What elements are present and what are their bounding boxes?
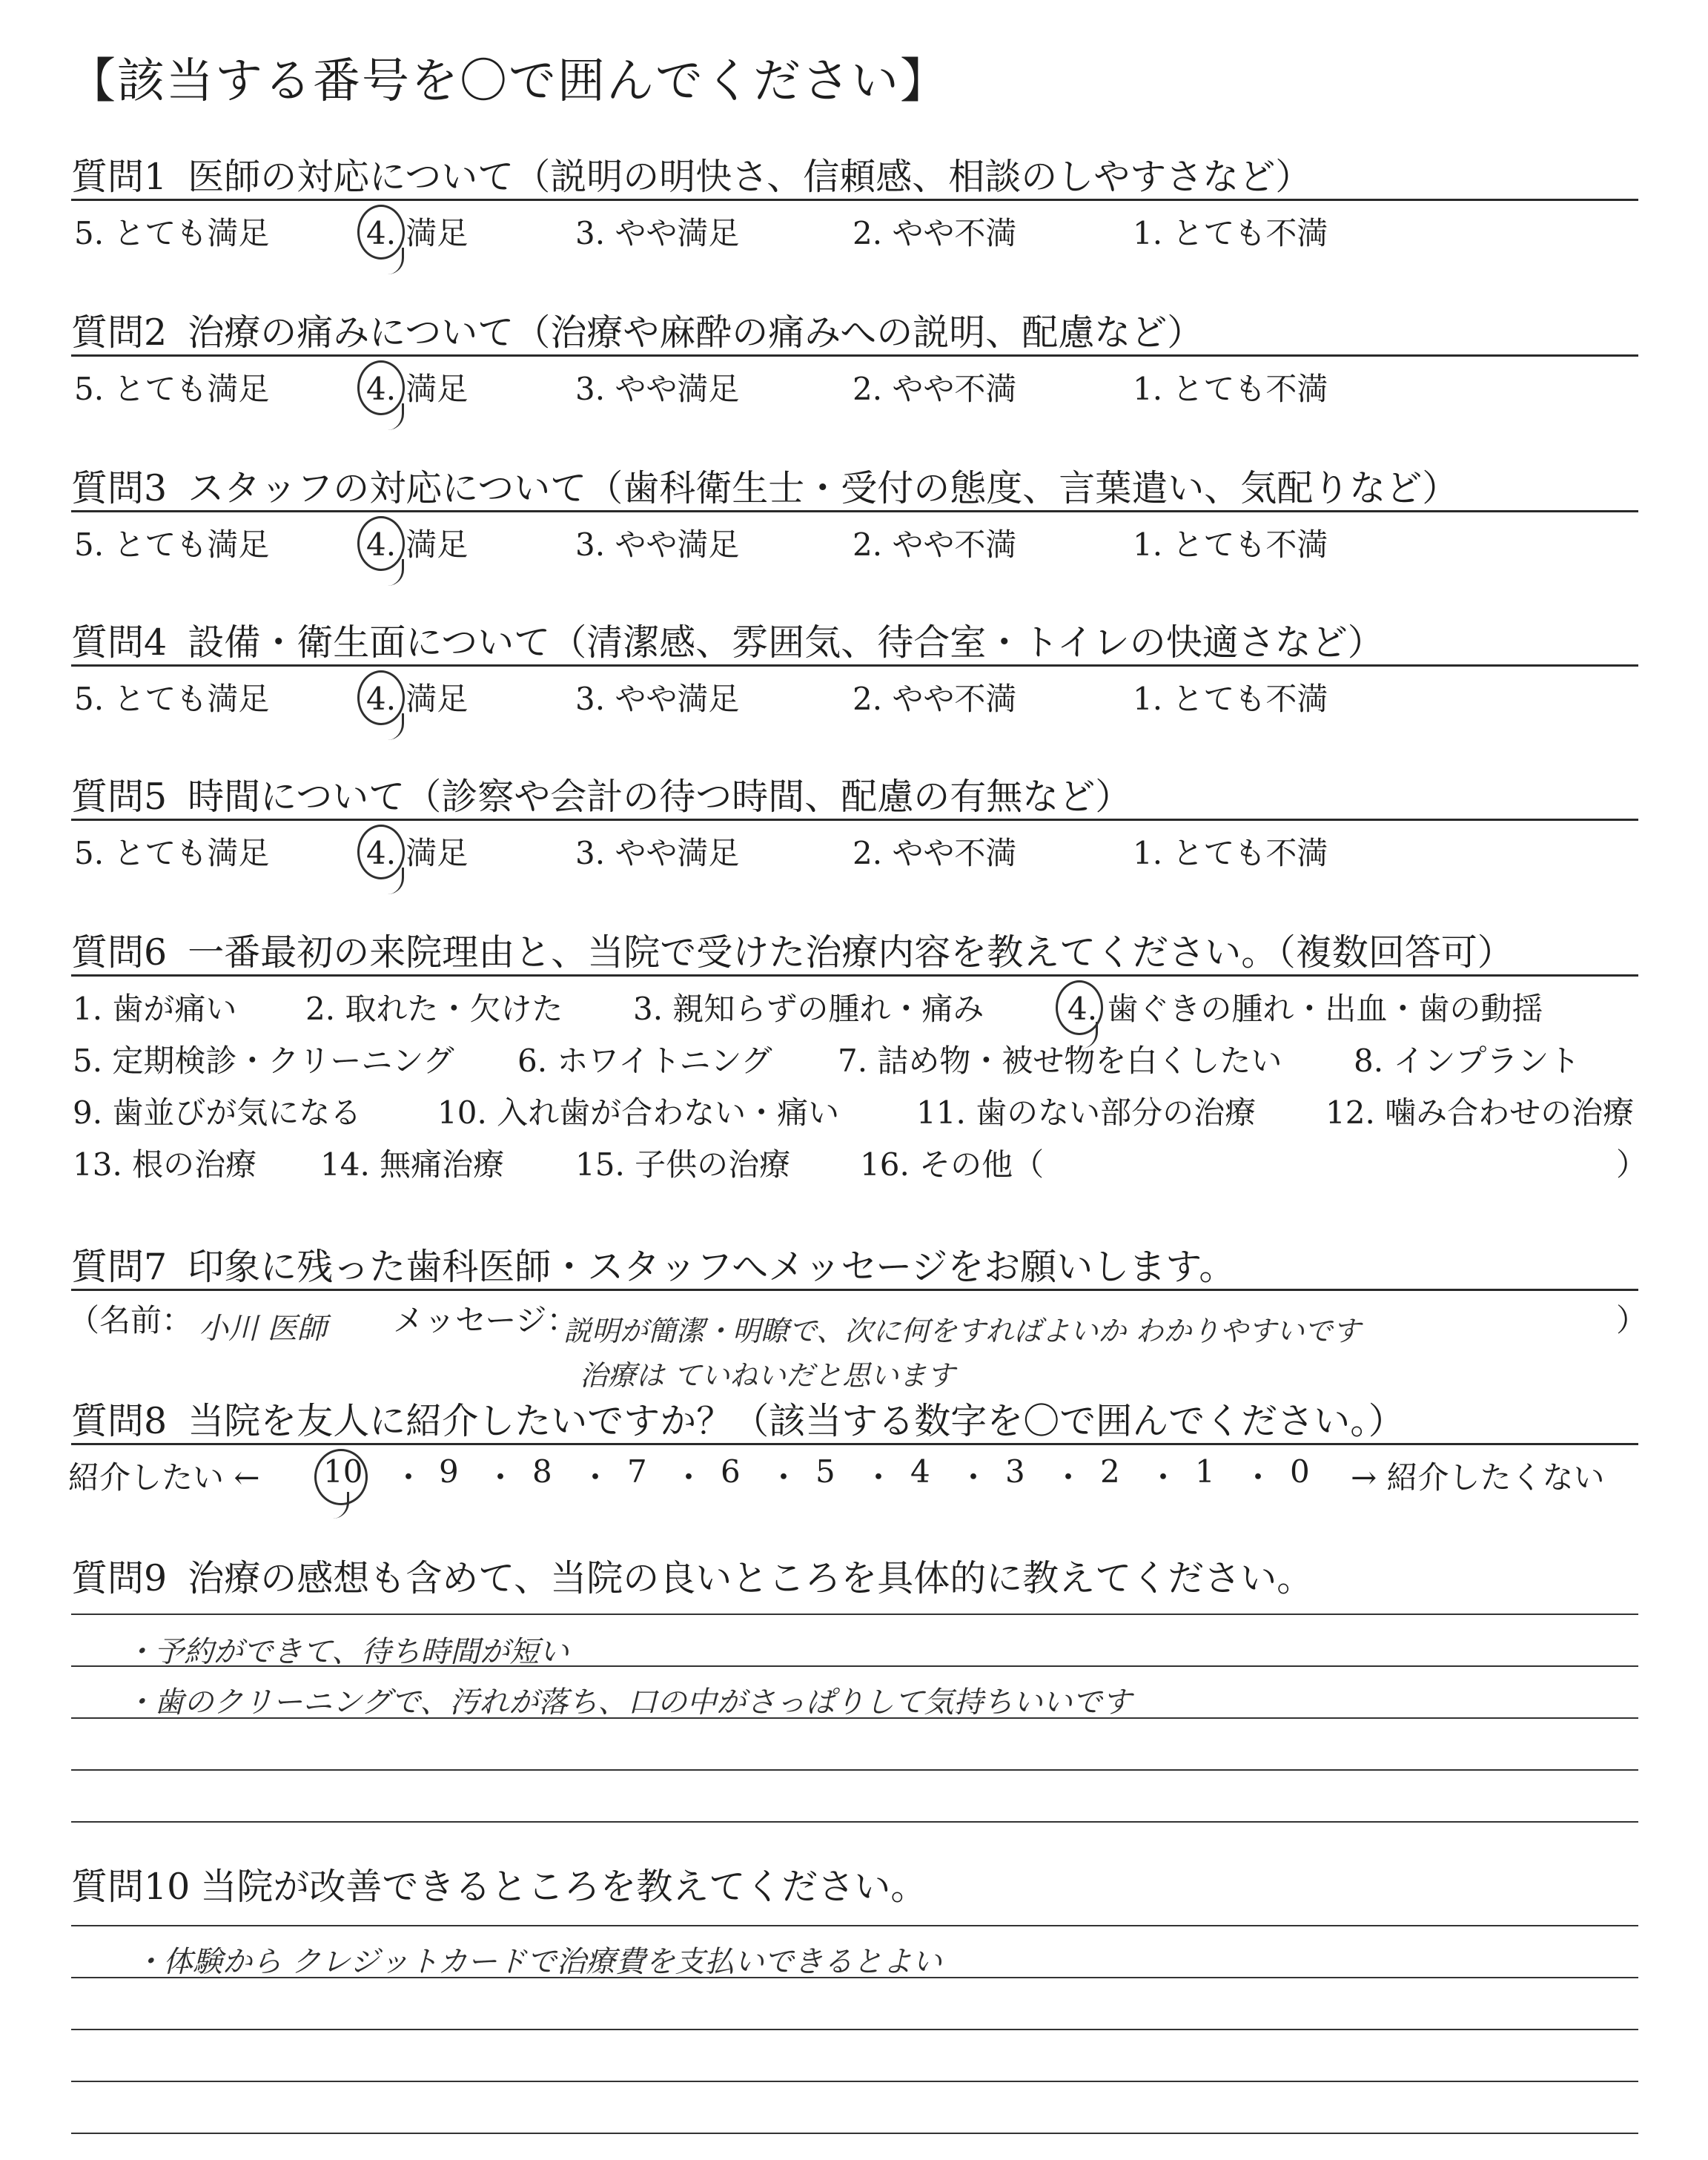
- q8-sep: ・: [1053, 1459, 1085, 1496]
- q5-option-2[interactable]: 2. やや不満: [853, 835, 1017, 871]
- q6-label: 質問6: [71, 931, 168, 974]
- q6-option-11[interactable]: 11. 歯のない部分の治療: [916, 1094, 1257, 1131]
- q2-text: 治療の痛みについて（治療や麻酔の痛みへの説明、配慮など）: [188, 311, 1204, 354]
- q6-option-9[interactable]: 9. 歯並びが気になる: [73, 1094, 362, 1131]
- q8-circle-tail: [331, 1492, 349, 1519]
- q4-label: 質問4: [71, 621, 168, 664]
- q4-rule: [71, 664, 1638, 667]
- q7-rule: [71, 1289, 1638, 1291]
- q1-heading: [71, 148, 1638, 200]
- q8-sep: ・: [580, 1459, 612, 1496]
- q5-label: 質問5: [71, 776, 168, 818]
- q7-message-label: メッセージ：: [393, 1302, 578, 1338]
- q10-answer-line: [71, 1925, 1638, 1926]
- q3-rule: [71, 510, 1638, 512]
- q8-number-0[interactable]: 0: [1290, 1453, 1310, 1490]
- q4-circle-tail: [385, 713, 404, 740]
- q6-option-10[interactable]: 10. 入れ歯が合わない・痛い: [437, 1094, 840, 1131]
- q5-option-1[interactable]: 1. とても不満: [1133, 835, 1328, 871]
- q8-label: 質問8: [71, 1400, 168, 1442]
- q6-rule: [71, 974, 1638, 977]
- q8-sep: ・: [863, 1459, 895, 1496]
- q7-message-line1[interactable]: 説明が簡潔・明瞭で、次に何をすればよいか わかりやすいです: [563, 1315, 1361, 1347]
- q3-option-4[interactable]: 4. 満足: [366, 526, 469, 563]
- q4-text: 設備・衛生面について（清潔感、雰囲気、待合室・トイレの快適さなど）: [188, 621, 1384, 664]
- q6-text: 一番最初の来院理由と、当院で受けた治療内容を教えてください。（複数回答可）: [188, 931, 1514, 974]
- q9-answer-line: [71, 1769, 1638, 1771]
- q6-heading: [71, 924, 1638, 976]
- q8-right-label: → 紹介したくない: [1351, 1459, 1605, 1496]
- q8-sep: ・: [1148, 1459, 1179, 1496]
- q4-option-3[interactable]: 3. やや満足: [575, 681, 740, 717]
- q7-close-paren: ）: [1616, 1302, 1648, 1338]
- q3-option-5[interactable]: 5. とても満足: [74, 526, 270, 563]
- q8-number-1[interactable]: 1: [1195, 1453, 1215, 1490]
- q8-sep: ・: [1242, 1459, 1274, 1496]
- q6-option-4[interactable]: 4. 歯ぐきの腫れ・出血・歯の動揺: [1068, 991, 1543, 1027]
- q8-number-6[interactable]: 6: [721, 1453, 741, 1490]
- q2-option-2[interactable]: 2. やや不満: [853, 371, 1017, 407]
- q7-message-line2[interactable]: 治療は ていねいだと思います: [580, 1359, 956, 1392]
- q5-option-5[interactable]: 5. とても満足: [74, 835, 270, 871]
- q3-label: 質問3: [71, 467, 168, 509]
- q6-option-15[interactable]: 15. 子供の治療: [575, 1146, 791, 1183]
- q6-option-8[interactable]: 8. インプラント: [1354, 1043, 1580, 1079]
- q4-option-2[interactable]: 2. やや不満: [853, 681, 1017, 717]
- q2-heading: [71, 304, 1638, 356]
- q2-option-1[interactable]: 1. とても不満: [1133, 371, 1328, 407]
- q6-option-14[interactable]: 14. 無痛治療: [320, 1146, 505, 1183]
- q8-left-label: 紹介したい ←: [68, 1459, 260, 1496]
- q8-sep: ・: [673, 1459, 705, 1496]
- q2-rule: [71, 354, 1638, 357]
- q9-answer-line: [71, 1614, 1638, 1615]
- q8-text: 当院を友人に紹介したいですか？（該当する数字を〇で囲んでください。）: [188, 1400, 1405, 1442]
- q6-option-13[interactable]: 13. 根の治療: [73, 1146, 257, 1183]
- q10-label: 質問10: [71, 1866, 191, 1908]
- q8-rule: [71, 1443, 1638, 1445]
- q1-option-3[interactable]: 3. やや満足: [575, 215, 740, 251]
- q5-text: 時間について（診察や会計の待つ時間、配慮の有無など）: [188, 776, 1132, 818]
- q8-number-9[interactable]: 9: [439, 1453, 459, 1490]
- q9-answer-1[interactable]: ・予約ができて、待ち時間が短い: [125, 1635, 569, 1669]
- q10-text: 当院が改善できるところを教えてください。: [200, 1866, 927, 1908]
- q1-label: 質問1: [71, 156, 168, 198]
- q3-text: スタッフの対応について（歯科衛生士・受付の態度、言葉遣い、気配りなど）: [188, 467, 1459, 509]
- q8-sep: ・: [393, 1459, 425, 1496]
- q8-number-8[interactable]: 8: [532, 1453, 552, 1490]
- q8-number-5[interactable]: 5: [815, 1453, 835, 1490]
- q6-option-6[interactable]: 6. ホワイトニング: [517, 1043, 772, 1079]
- q6-option-5[interactable]: 5. 定期検診・クリーニング: [73, 1043, 454, 1079]
- q10-answer-line: [71, 2081, 1638, 2082]
- q8-number-3[interactable]: 3: [1005, 1453, 1025, 1490]
- q4-option-1[interactable]: 1. とても不満: [1133, 681, 1328, 717]
- q1-option-5[interactable]: 5. とても満足: [74, 215, 270, 251]
- q4-option-5[interactable]: 5. とても満足: [74, 681, 270, 717]
- q8-number-7[interactable]: 7: [627, 1453, 647, 1490]
- q4-option-4[interactable]: 4. 満足: [366, 681, 469, 717]
- q10-answer-line: [71, 2133, 1638, 2134]
- q3-circle-tail: [385, 559, 404, 586]
- q6-other-close-paren: ）: [1616, 1146, 1648, 1183]
- q1-text: 医師の対応について（説明の明快さ、信頼感、相談のしやすさなど）: [188, 156, 1312, 198]
- q6-option-16[interactable]: 16. その他（: [860, 1146, 1045, 1183]
- q6-option-7[interactable]: 7. 詰め物・被せ物を白くしたい: [838, 1043, 1282, 1079]
- q8-heading: [71, 1393, 1638, 1444]
- q7-name-label: （名前：: [68, 1302, 193, 1338]
- q7-text: 印象に残った歯科医師・スタッフへメッセージをお願いします。: [188, 1246, 1236, 1288]
- q6-option-3[interactable]: 3. 親知らずの腫れ・痛み: [633, 991, 984, 1027]
- q4-heading: [71, 614, 1638, 666]
- q3-option-2[interactable]: 2. やや不満: [853, 526, 1017, 563]
- q6-option-1[interactable]: 1. 歯が痛い: [73, 991, 237, 1027]
- q8-number-10[interactable]: 10: [323, 1453, 363, 1490]
- q5-option-4[interactable]: 4. 満足: [366, 835, 469, 871]
- q3-option-3[interactable]: 3. やや満足: [575, 526, 740, 563]
- q8-sep: ・: [485, 1459, 517, 1496]
- q8-number-4[interactable]: 4: [910, 1453, 930, 1490]
- q9-answer-line: [71, 1821, 1638, 1823]
- q7-heading: [71, 1238, 1638, 1290]
- q7-name-value[interactable]: 小川 医師: [199, 1312, 327, 1346]
- q9-label: 質問9: [71, 1557, 168, 1599]
- q10-answer-line: [71, 2029, 1638, 2030]
- q1-circle-tail: [385, 248, 404, 274]
- q1-option-4[interactable]: 4. 満足: [366, 215, 469, 251]
- q9-text: 治療の感想も含めて、当院の良いところを具体的に教えてください。: [188, 1557, 1314, 1599]
- q1-option-1[interactable]: 1. とても不満: [1133, 215, 1328, 251]
- q8-number-2[interactable]: 2: [1100, 1453, 1120, 1490]
- q9-answer-2[interactable]: ・歯のクリーニングで、汚れが落ち、口の中がさっぱりして気持ちいいです: [125, 1685, 1132, 1720]
- q5-heading: [71, 768, 1638, 820]
- q10-answer-1[interactable]: ・体験から クレジットカードで治療費を支払いできるとよい: [133, 1945, 942, 1979]
- q10-heading: [71, 1858, 1638, 1910]
- q6-option-2[interactable]: 2. 取れた・欠けた: [305, 991, 563, 1027]
- q1-option-2[interactable]: 2. やや不満: [853, 215, 1017, 251]
- q2-option-3[interactable]: 3. やや満足: [575, 371, 740, 407]
- q9-heading: [71, 1550, 1638, 1602]
- q2-option-4[interactable]: 4. 満足: [366, 371, 469, 407]
- q6-option-12[interactable]: 12. 噛み合わせの治療: [1325, 1094, 1635, 1131]
- q5-option-3[interactable]: 3. やや満足: [575, 835, 740, 871]
- q2-option-5[interactable]: 5. とても満足: [74, 371, 270, 407]
- q2-label: 質問2: [71, 311, 168, 354]
- page-title: 【該当する番号を〇で囲んでください】: [68, 54, 949, 109]
- q8-sep: ・: [768, 1459, 800, 1496]
- q8-sep: ・: [958, 1459, 990, 1496]
- q5-rule: [71, 819, 1638, 821]
- q3-heading: [71, 460, 1638, 512]
- q2-circle-tail: [385, 403, 404, 430]
- q5-circle-tail: [385, 868, 404, 894]
- q3-option-1[interactable]: 1. とても不満: [1133, 526, 1328, 563]
- q1-rule: [71, 199, 1638, 201]
- q7-label: 質問7: [71, 1246, 168, 1288]
